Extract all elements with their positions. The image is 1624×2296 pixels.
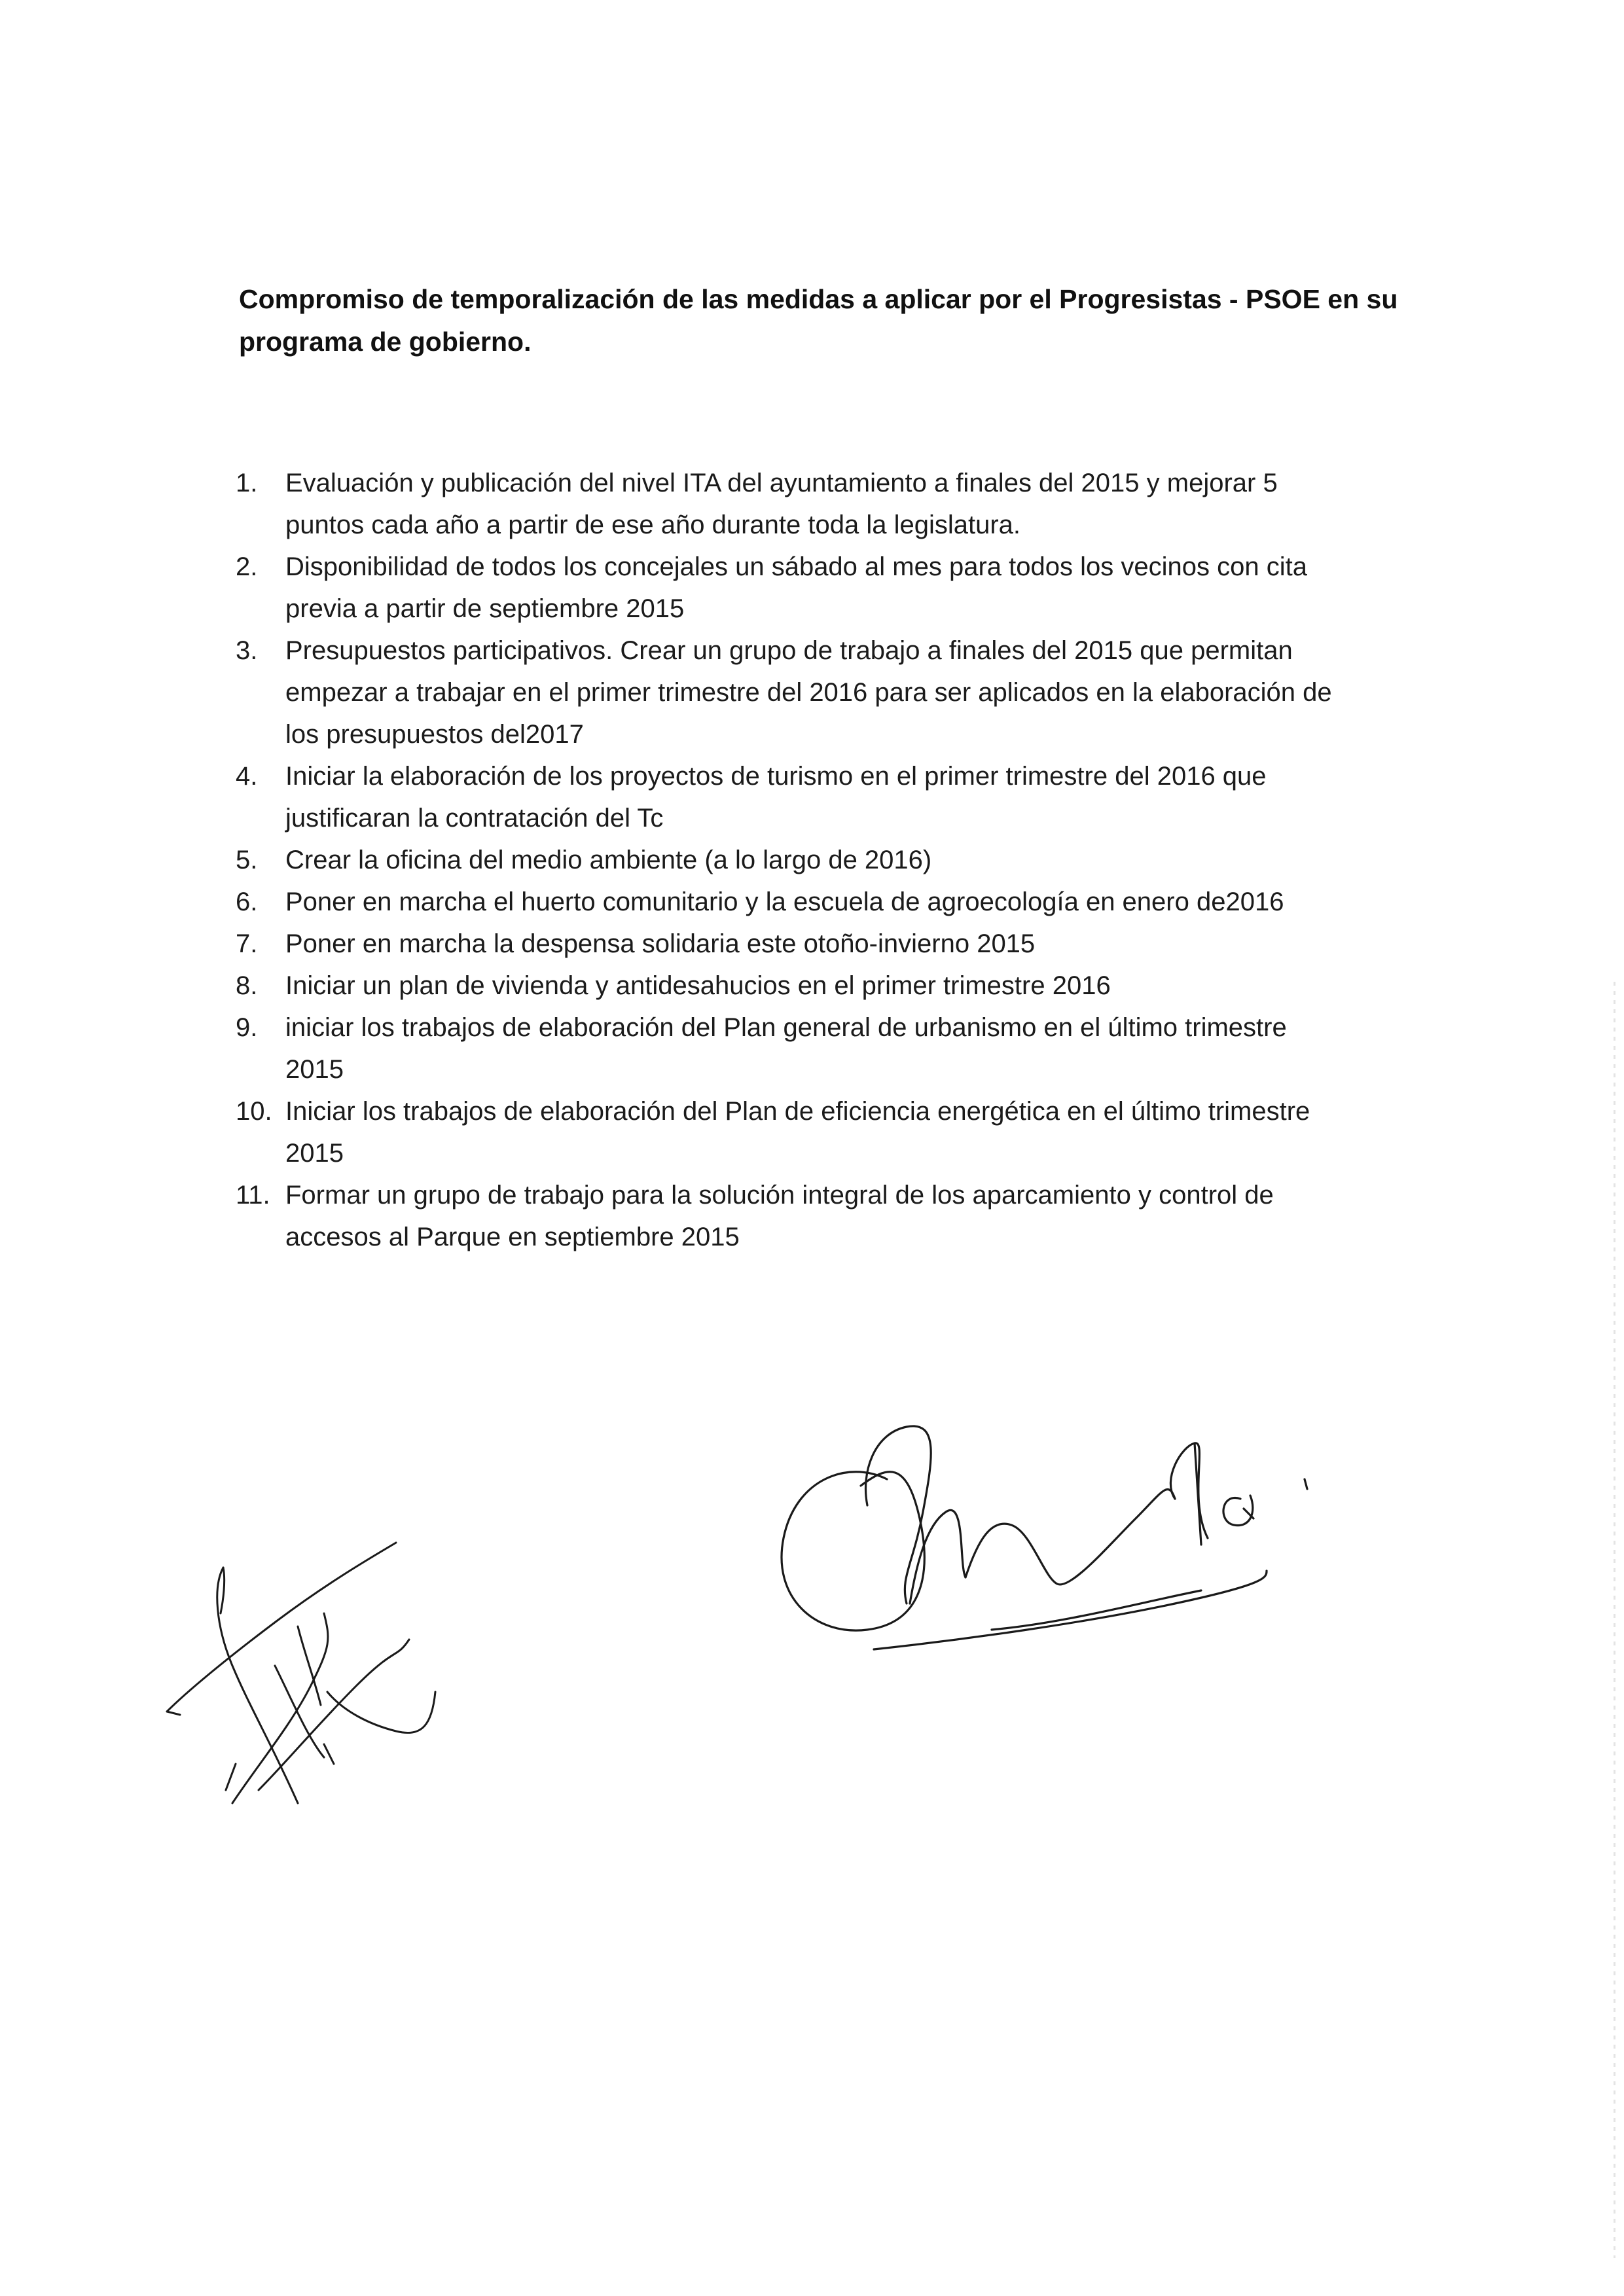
list-item-text (285, 546, 1405, 630)
list-item-text (285, 1090, 1405, 1174)
list-item-line: Presupuestos participativos. Crear un grupo de trabajo a finales del 2015 que permitan (285, 636, 1293, 665)
list-item-number: 4. (236, 762, 258, 791)
signature-left-icon (160, 1528, 461, 1829)
list-item-number: 11. (236, 1181, 270, 1210)
list-item-line: Iniciar un plan de vivienda y antidesahucios en el primer trimestre 2016 (285, 971, 1111, 1000)
list-item-line: Disponibilidad de todos los concejales un sábado al mes para todos los vecinos con cita (285, 552, 1307, 581)
list-item-number: 6. (236, 888, 258, 916)
list-item-text (285, 839, 1405, 881)
list-item-text (285, 1007, 1405, 1090)
list-item-number: 7. (236, 929, 258, 958)
list-item-line: accesos al Parque en septiembre 2015 (285, 1223, 740, 1251)
list-item-number: 2. (236, 552, 258, 581)
list-item-number: 3. (236, 636, 258, 665)
list-item-line: previa a partir de septiembre 2015 (285, 594, 685, 623)
document-title-line-2: programa de gobierno. (239, 327, 532, 357)
list-item-line: 2015 (285, 1139, 344, 1168)
list-item-line: Poner en marcha el huerto comunitario y la escuela de agroecología en enero de2016 (285, 888, 1284, 916)
list-item-text (285, 755, 1405, 839)
list-item-line: los presupuestos del2017 (285, 720, 584, 749)
list-item-line: justificaran la contratación del Tc (285, 804, 664, 833)
list-item-text (285, 965, 1405, 1007)
list-item-line: puntos cada año a partir de ese año durante toda la legislatura. (285, 511, 1021, 539)
list-item-number: 10. (236, 1097, 272, 1126)
list-item-line: iniciar los trabajos de elaboración del Plan general de urbanismo en el último trimestre (285, 1013, 1287, 1042)
document-title (239, 278, 1404, 363)
list-item-line: Evaluación y publicación del nivel ITA del ayuntamiento a finales del 2015 y mejorar 5 (285, 469, 1278, 497)
list-item-line: Formar un grupo de trabajo para la solución integral de los aparcamiento y control de (285, 1181, 1274, 1210)
list-item-line: Crear la oficina del medio ambiente (a lo largo de 2016) (285, 846, 932, 874)
signature-right-icon (769, 1407, 1332, 1682)
list-item-text (285, 881, 1405, 923)
list-item-number: 9. (236, 1013, 258, 1042)
list-item-text (285, 630, 1405, 755)
list-item-line: empezar a trabajar en el primer trimestre del 2016 para ser aplicados en la elaboración de (285, 678, 1332, 707)
list-item-line: Iniciar la elaboración de los proyectos de turismo en el primer trimestre del 2016 que (285, 762, 1267, 791)
list-item-number: 1. (236, 469, 258, 497)
list-item-text (285, 1174, 1405, 1258)
list-item-text (285, 923, 1405, 965)
list-item-number: 8. (236, 971, 258, 1000)
list-item-number: 5. (236, 846, 258, 874)
scan-edge-artifact (1614, 982, 1615, 2258)
list-item-line: 2015 (285, 1055, 344, 1084)
document-title-line-1: Compromiso de temporalización de las medidas a aplicar por el Progresistas - PSOE en su (239, 284, 1398, 314)
list-item-text (285, 462, 1405, 546)
list-item-line: Poner en marcha la despensa solidaria este otoño-invierno 2015 (285, 929, 1036, 958)
list-item-line: Iniciar los trabajos de elaboración del Plan de eficiencia energética en el último trimestre (285, 1097, 1310, 1126)
